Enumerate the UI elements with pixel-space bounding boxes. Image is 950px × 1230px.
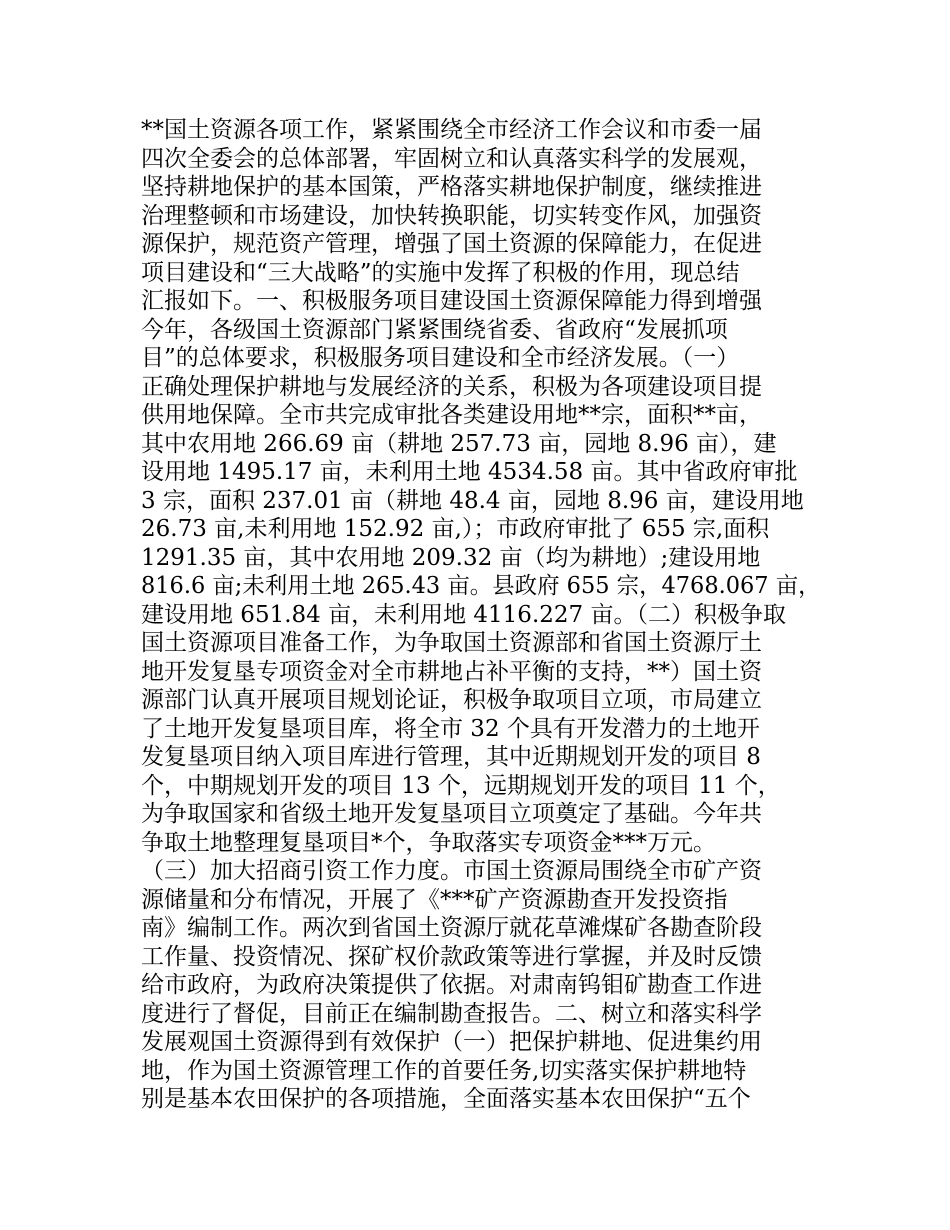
text-line: 1291.35 亩，其中农用地 209.32 亩（均为耕地）;建设用地	[141, 544, 761, 571]
text-line: 设用地 1495.17 亩，未利用土地 4534.58 亩。其中省政府审批	[141, 459, 798, 485]
text-line: 坚持耕地保护的基本国策，严格落实耕地保护制度，继续推进	[141, 174, 762, 200]
text-line: 了土地开发复垦项目库，将全市 32 个具有开发潜力的土地开	[141, 715, 760, 742]
text-line: 工作量、投资情况、探矿权价款政策等进行掌握，并及时反馈	[141, 943, 762, 970]
text-line: 3 宗，面积 237.01 亩（耕地 48.4 亩，园地 8.96 亩，建设用地	[141, 487, 804, 514]
text-line: 其中农用地 266.69 亩（耕地 257.73 亩，园地 8.96 亩），建	[141, 430, 777, 457]
text-line: 别是基本农田保护的各项措施，全面落实基本农田保护“五个	[141, 1086, 751, 1112]
text-line: 发展观国土资源得到有效保护（一）把保护耕地、促进集约用	[141, 1029, 762, 1055]
body-text	[141, 116, 821, 1114]
text-line: 目”的总体要求，积极服务项目建设和全市经济发展。（一）	[141, 345, 740, 371]
text-line: 地，作为国土资源管理工作的首要任务,切实落实保护耕地特	[141, 1057, 747, 1084]
text-line: 供用地保障。全市共完成审批各类建设用地**宗，面积**亩，	[141, 402, 762, 428]
text-line: 汇报如下。一、积极服务项目建设国土资源保障能力得到增强	[141, 288, 762, 314]
text-line: 项目建设和“三大战略”的实施中发挥了积极的作用，现总结	[141, 259, 740, 286]
text-line: （三）加大招商引资工作力度。市国土资源局围绕全市矿产资	[141, 858, 762, 884]
text-line: 地开发复垦专项资金对全市耕地占补平衡的支持，**）国土资	[141, 658, 762, 685]
text-line: **国土资源各项工作，紧紧围绕全市经济工作会议和市委一届	[141, 117, 762, 143]
text-line: 为争取国家和省级土地开发复垦项目立项奠定了基础。今年共	[141, 801, 762, 827]
text-line: 源储量和分布情况，开展了《***矿产资源勘查开发投资指	[141, 886, 728, 913]
text-line: 源保护，规范资产管理，增强了国土资源的保障能力，在促进	[141, 231, 762, 257]
text-line: 治理整顿和市场建设，加快转换职能，切实转变作风，加强资	[141, 202, 762, 229]
text-line: 今年，各级国土资源部门紧紧围绕省委、省政府“发展抓项	[141, 316, 728, 343]
text-line: 建设用地 651.84 亩，未利用地 4116.227 亩。（二）积极争取	[141, 601, 786, 628]
text-line: 度进行了督促，目前正在编制勘查报告。二、树立和落实科学	[141, 1000, 762, 1027]
text-line: 816.6 亩;未利用土地 265.43 亩。县政府 655 宗，4768.067 亩，	[141, 573, 821, 599]
text-line: 南》编制工作。两次到省国土资源厅就花草滩煤矿各勘查阶段	[141, 915, 762, 941]
text-line: 源部门认真开展项目规划论证，积极争取项目立项，市局建立	[141, 687, 762, 713]
text-line: 个，中期规划开发的项目 13 个，远期规划开发的项目 11 个，	[141, 772, 781, 799]
text-line: 争取土地整理复垦项目*个，争取落实专项资金***万元。	[141, 829, 716, 856]
text-line: 发复垦项目纳入项目库进行管理，其中近期规划开发的项目 8	[141, 744, 761, 770]
text-line: 给市政府，为政府决策提供了依据。对肃南钨钼矿勘查工作进	[141, 972, 762, 998]
text-line: 正确处理保护耕地与发展经济的关系，积极为各项建设项目提	[141, 373, 762, 400]
text-line: 26.73 亩,未利用地 152.92 亩,）；市政府审批了 655 宗,面积	[141, 516, 770, 542]
text-line: 国土资源项目准备工作，为争取国土资源部和省国土资源厅土	[141, 630, 762, 656]
text-line: 四次全委会的总体部署，牢固树立和认真落实科学的发展观，	[141, 145, 762, 172]
